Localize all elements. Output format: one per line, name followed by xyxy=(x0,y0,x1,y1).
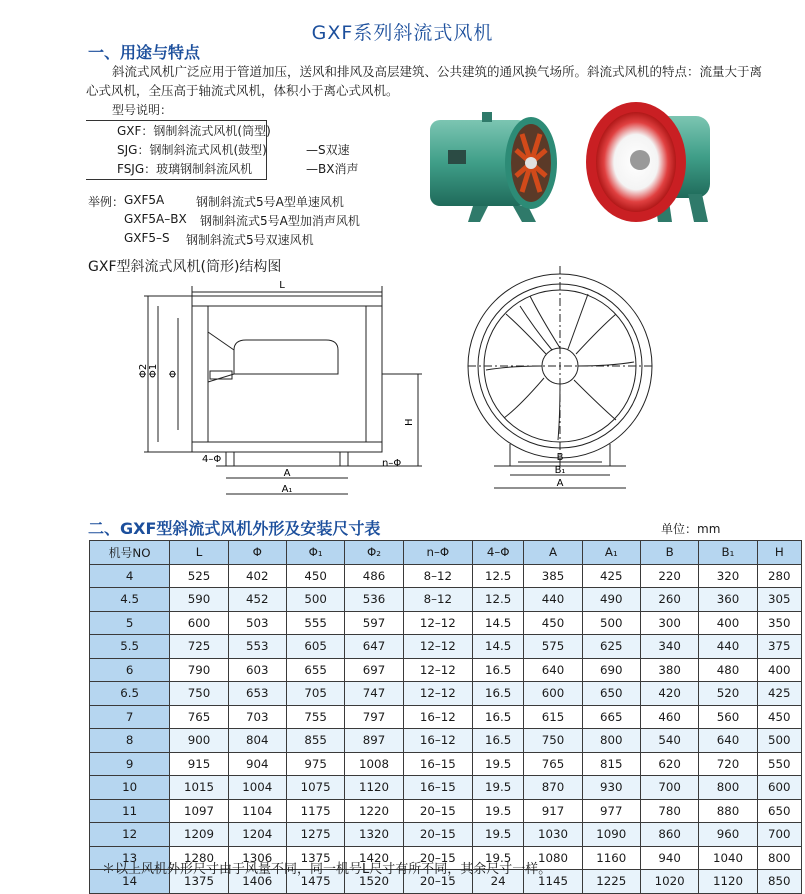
unit-label: 单位：mm xyxy=(661,522,721,536)
table-cell: 1008 xyxy=(345,752,403,776)
table-cell: 1145 xyxy=(524,870,582,894)
table-cell: 940 xyxy=(640,846,698,870)
table-cell: 690 xyxy=(582,658,640,682)
table-cell: 440 xyxy=(524,588,582,612)
table-cell: 486 xyxy=(345,564,403,588)
label-A1: A₁ xyxy=(281,484,293,495)
table-cell: 650 xyxy=(757,799,801,823)
table-cell: 765 xyxy=(524,752,582,776)
table-cell: 540 xyxy=(640,729,698,753)
structure-diagram xyxy=(130,266,690,506)
table-row xyxy=(90,564,802,588)
table-row xyxy=(90,682,802,706)
model-item: GXF：钢制斜流式风机(筒型) xyxy=(117,124,271,138)
table-cell: 915 xyxy=(170,752,228,776)
table-cell: 400 xyxy=(699,611,757,635)
section1-heading: 一、用途与特点 xyxy=(88,43,201,62)
table-cell: 14.5 xyxy=(473,611,524,635)
table-cell: 655 xyxy=(286,658,344,682)
table-cell: 900 xyxy=(170,729,228,753)
table-row xyxy=(90,799,802,823)
table-cell: 536 xyxy=(345,588,403,612)
label-phi: Φ xyxy=(168,370,179,378)
table-header: A₁ xyxy=(582,541,640,565)
table-cell: 16.5 xyxy=(473,682,524,706)
motor-outline xyxy=(234,340,338,374)
table-cell: 904 xyxy=(228,752,286,776)
table-cell: 440 xyxy=(699,635,757,659)
fan-photo xyxy=(418,98,728,240)
example-desc: 钢制斜流式5号A型单速风机 xyxy=(196,195,344,209)
table-cell: 1275 xyxy=(286,823,344,847)
table-cell: 450 xyxy=(524,611,582,635)
model-number-cell: 7 xyxy=(90,705,170,729)
table-cell: 375 xyxy=(757,635,801,659)
table-cell: 1004 xyxy=(228,776,286,800)
table-cell: 640 xyxy=(699,729,757,753)
table-cell: 960 xyxy=(699,823,757,847)
example-code: GXF5A xyxy=(124,193,165,207)
table-cell: 1204 xyxy=(228,823,286,847)
example-label: 举例： xyxy=(88,195,125,209)
model-number-cell: 5 xyxy=(90,611,170,635)
table-header: Φ₁ xyxy=(286,541,344,565)
table-row xyxy=(90,635,802,659)
table-cell: 860 xyxy=(640,823,698,847)
example-code: GXF5A–BX xyxy=(124,212,187,226)
table-row xyxy=(90,705,802,729)
table-row xyxy=(90,776,802,800)
table-cell: 1104 xyxy=(228,799,286,823)
table-cell: 16.5 xyxy=(473,705,524,729)
model-number-cell: 8 xyxy=(90,729,170,753)
table-cell: 16–12 xyxy=(403,705,472,729)
table-cell: 800 xyxy=(582,729,640,753)
table-cell: 19.5 xyxy=(473,752,524,776)
label-4phi: 4–Φ xyxy=(202,454,222,465)
red-fan-image xyxy=(586,102,710,222)
table-cell: 800 xyxy=(699,776,757,800)
table-cell: 597 xyxy=(345,611,403,635)
model-number-cell: 11 xyxy=(90,799,170,823)
table-cell: 480 xyxy=(699,658,757,682)
example-code: GXF5–S xyxy=(124,231,170,245)
label-B: B xyxy=(556,452,564,463)
model-number-cell: 6 xyxy=(90,658,170,682)
table-cell: 1090 xyxy=(582,823,640,847)
table-header: 机号NO xyxy=(90,541,170,565)
table-cell: 653 xyxy=(228,682,286,706)
table-cell: 450 xyxy=(286,564,344,588)
model-number-cell: 10 xyxy=(90,776,170,800)
model-number-cell: 13 xyxy=(90,846,170,870)
table-cell: 16–15 xyxy=(403,752,472,776)
table-cell: 560 xyxy=(699,705,757,729)
table-header: n–Φ xyxy=(403,541,472,565)
table-cell: 703 xyxy=(228,705,286,729)
table-cell: 1520 xyxy=(345,870,403,894)
table-cell: 977 xyxy=(582,799,640,823)
table-cell: 850 xyxy=(757,870,801,894)
table-cell: 402 xyxy=(228,564,286,588)
table-cell: 930 xyxy=(582,776,640,800)
table-cell: 1020 xyxy=(640,870,698,894)
table-cell: 765 xyxy=(170,705,228,729)
table-header: Φ xyxy=(228,541,286,565)
table-cell: 1075 xyxy=(286,776,344,800)
model-number-cell: 9 xyxy=(90,752,170,776)
table-cell: 897 xyxy=(345,729,403,753)
table-cell: 1120 xyxy=(699,870,757,894)
table-cell: 625 xyxy=(582,635,640,659)
table-header-row xyxy=(90,541,802,565)
table-cell: 550 xyxy=(757,752,801,776)
table-cell: 605 xyxy=(286,635,344,659)
table-cell: 700 xyxy=(640,776,698,800)
table-cell: 19.5 xyxy=(473,823,524,847)
table-cell: 917 xyxy=(524,799,582,823)
table-cell: 700 xyxy=(757,823,801,847)
table-header: H xyxy=(757,541,801,565)
table-row xyxy=(90,752,802,776)
table-cell: 12.5 xyxy=(473,564,524,588)
label-phi1: Φ1 xyxy=(148,363,159,378)
table-cell: 360 xyxy=(699,588,757,612)
label-A: A xyxy=(283,468,291,479)
table-cell: 12–12 xyxy=(403,635,472,659)
table-cell: 1209 xyxy=(170,823,228,847)
table-cell: 1160 xyxy=(582,846,640,870)
diagram-title: GXF型斜流式风机(筒形)结构图 xyxy=(88,259,282,275)
model-number-cell: 14 xyxy=(90,870,170,894)
table-cell: 575 xyxy=(524,635,582,659)
table-cell: 750 xyxy=(170,682,228,706)
table-cell: 855 xyxy=(286,729,344,753)
table-row xyxy=(90,823,802,847)
table-cell: 650 xyxy=(582,682,640,706)
table-cell: 500 xyxy=(757,729,801,753)
table-cell: 8–12 xyxy=(403,588,472,612)
table-cell: 600 xyxy=(524,682,582,706)
table-cell: 20–15 xyxy=(403,870,472,894)
suffix-item: —S双速 xyxy=(306,143,350,157)
suffix-item: —BX消声 xyxy=(306,162,359,176)
table-cell: 460 xyxy=(640,705,698,729)
table-cell: 12–12 xyxy=(403,658,472,682)
table-cell: 305 xyxy=(757,588,801,612)
table-cell: 16.5 xyxy=(473,658,524,682)
table-header: B₁ xyxy=(699,541,757,565)
label-B1: B₁ xyxy=(554,465,566,476)
table-cell: 20–15 xyxy=(403,799,472,823)
table-cell: 747 xyxy=(345,682,403,706)
table-cell: 790 xyxy=(170,658,228,682)
table-cell: 20–15 xyxy=(403,846,472,870)
table-cell: 525 xyxy=(170,564,228,588)
model-number-cell: 5.5 xyxy=(90,635,170,659)
table-row xyxy=(90,588,802,612)
table-cell: 500 xyxy=(582,611,640,635)
table-cell: 12–12 xyxy=(403,682,472,706)
table-cell: 975 xyxy=(286,752,344,776)
table-cell: 260 xyxy=(640,588,698,612)
table-cell: 815 xyxy=(582,752,640,776)
table-header: A xyxy=(524,541,582,565)
table-cell: 452 xyxy=(228,588,286,612)
table-cell: 1030 xyxy=(524,823,582,847)
model-number-cell: 12 xyxy=(90,823,170,847)
table-cell: 797 xyxy=(345,705,403,729)
table-row xyxy=(90,658,802,682)
table-cell: 1120 xyxy=(345,776,403,800)
table-cell: 425 xyxy=(582,564,640,588)
table-cell: 615 xyxy=(524,705,582,729)
table-cell: 8–12 xyxy=(403,564,472,588)
label-H: H xyxy=(404,418,415,426)
model-number-cell: 4 xyxy=(90,564,170,588)
example-desc: 钢制斜流式5号A型加消声风机 xyxy=(200,214,360,228)
label-phi2: Φ2 xyxy=(138,363,149,378)
table-cell: 12–12 xyxy=(403,611,472,635)
table-cell: 450 xyxy=(757,705,801,729)
section2-heading: 二、GXF型斜流式风机外形及安装尺寸表 xyxy=(88,519,381,538)
model-item: FSJG：玻璃钢制斜流风机 xyxy=(117,162,253,176)
table-cell: 720 xyxy=(699,752,757,776)
table-cell: 600 xyxy=(757,776,801,800)
table-cell: 425 xyxy=(757,682,801,706)
table-cell: 600 xyxy=(170,611,228,635)
page-title: GXF系列斜流式风机 xyxy=(311,22,494,44)
table-cell: 19.5 xyxy=(473,846,524,870)
table-cell: 1040 xyxy=(699,846,757,870)
green-fan-image xyxy=(430,112,557,222)
table-cell: 16–12 xyxy=(403,729,472,753)
table-cell: 14.5 xyxy=(473,635,524,659)
table-cell: 350 xyxy=(757,611,801,635)
model-item: SJG：钢制斜流式风机(鼓型) xyxy=(117,143,267,157)
table-cell: 800 xyxy=(757,846,801,870)
table-header: Φ₂ xyxy=(345,541,403,565)
table-cell: 300 xyxy=(640,611,698,635)
model-number-cell: 6.5 xyxy=(90,682,170,706)
table-cell: 280 xyxy=(757,564,801,588)
table-cell: 880 xyxy=(699,799,757,823)
table-cell: 780 xyxy=(640,799,698,823)
table-cell: 20–15 xyxy=(403,823,472,847)
table-cell: 16–15 xyxy=(403,776,472,800)
table-cell: 1420 xyxy=(345,846,403,870)
table-cell: 12.5 xyxy=(473,588,524,612)
table-cell: 19.5 xyxy=(473,776,524,800)
table-cell: 380 xyxy=(640,658,698,682)
table-cell: 1080 xyxy=(524,846,582,870)
table-cell: 804 xyxy=(228,729,286,753)
table-cell: 1375 xyxy=(170,870,228,894)
table-cell: 520 xyxy=(699,682,757,706)
table-cell: 590 xyxy=(170,588,228,612)
table-cell: 1280 xyxy=(170,846,228,870)
table-cell: 16.5 xyxy=(473,729,524,753)
table-cell: 19.5 xyxy=(473,799,524,823)
label-L: L xyxy=(279,280,285,291)
table-cell: 500 xyxy=(286,588,344,612)
table-cell: 320 xyxy=(699,564,757,588)
table-cell: 1306 xyxy=(228,846,286,870)
table-cell: 603 xyxy=(228,658,286,682)
table-cell: 1220 xyxy=(345,799,403,823)
dimension-table xyxy=(89,540,802,894)
label-nphi: n–Φ xyxy=(382,458,402,469)
table-cell: 340 xyxy=(640,635,698,659)
table-header: B xyxy=(640,541,698,565)
table-row xyxy=(90,729,802,753)
table-cell: 697 xyxy=(345,658,403,682)
table-cell: 620 xyxy=(640,752,698,776)
footnote: ＊以上风机外形尺寸由于风量不同，同一机号L尺寸有所不同，其余尺寸一样。 xyxy=(102,862,552,877)
table-cell: 1175 xyxy=(286,799,344,823)
table-cell: 555 xyxy=(286,611,344,635)
table-cell: 220 xyxy=(640,564,698,588)
example-desc: 钢制斜流式5号双速风机 xyxy=(186,233,314,247)
table-header: 4–Φ xyxy=(473,541,524,565)
table-cell: 490 xyxy=(582,588,640,612)
table-row xyxy=(90,611,802,635)
table-cell: 1375 xyxy=(286,846,344,870)
table-cell: 1406 xyxy=(228,870,286,894)
table-header: L xyxy=(170,541,228,565)
table-cell: 553 xyxy=(228,635,286,659)
intro-paragraph: 斜流式风机广泛应用于管道加压，送风和排风及高层建筑、公共建筑的通风换气场所。斜流式风机的特点：流量大于离心式风机，全压高于轴流式风机，体积小于离心式风机。 xyxy=(86,64,763,98)
table-cell: 1225 xyxy=(582,870,640,894)
table-cell: 420 xyxy=(640,682,698,706)
table-cell: 647 xyxy=(345,635,403,659)
table-cell: 705 xyxy=(286,682,344,706)
table-cell: 1475 xyxy=(286,870,344,894)
model-label: 型号说明： xyxy=(112,103,173,117)
table-cell: 385 xyxy=(524,564,582,588)
label-A-front: A xyxy=(556,478,564,489)
table-cell: 1097 xyxy=(170,799,228,823)
table-cell: 750 xyxy=(524,729,582,753)
table-cell: 755 xyxy=(286,705,344,729)
table-cell: 640 xyxy=(524,658,582,682)
table-cell: 1320 xyxy=(345,823,403,847)
table-cell: 400 xyxy=(757,658,801,682)
table-cell: 1015 xyxy=(170,776,228,800)
model-number-cell: 4.5 xyxy=(90,588,170,612)
table-cell: 24 xyxy=(473,870,524,894)
table-cell: 725 xyxy=(170,635,228,659)
table-cell: 503 xyxy=(228,611,286,635)
table-cell: 870 xyxy=(524,776,582,800)
table-cell: 665 xyxy=(582,705,640,729)
